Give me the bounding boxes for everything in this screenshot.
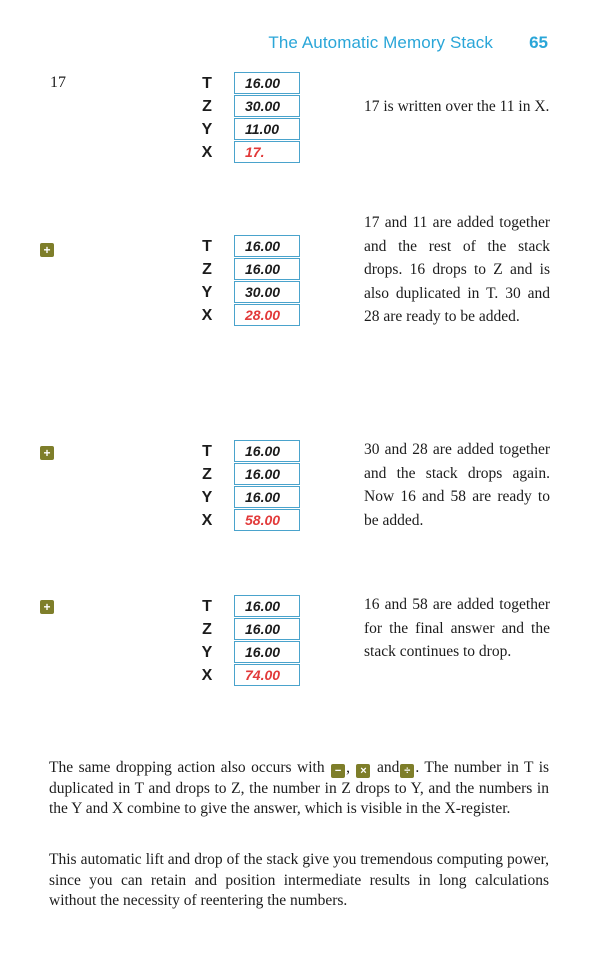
register-z-value: 16.00 — [234, 258, 300, 280]
page-header — [0, 33, 593, 55]
register-x-label: X — [201, 667, 213, 684]
body-paragraph-2: This automatic lift and drop of the stack give you tremendous computing power, since you can retain and position intermediate results in long calculations without the necessity of reentering the numbers. — [49, 851, 549, 909]
register-x-value: 74.00 — [234, 664, 300, 686]
register-t-label: T — [202, 238, 212, 255]
register-t-value: 16.00 — [234, 595, 300, 617]
step-description: 17 is written over the 11 in X. — [364, 98, 550, 115]
register-z-label: Z — [202, 261, 212, 278]
plus-key-icon: + — [40, 243, 54, 257]
divide-key-icon: ÷ — [400, 764, 414, 778]
register-y-value: 16.00 — [234, 641, 300, 663]
register-t-value: 16.00 — [234, 235, 300, 257]
register-t-label: T — [202, 598, 212, 615]
register-t-label: T — [202, 443, 212, 460]
separator-text: and — [376, 759, 400, 776]
register-x-row — [0, 664, 593, 688]
step-description: 17 and 11 are added together and the rest of the stack drops. 16 drops to Z and is also duplicated in T. 30 and 28 are ready to be added. — [364, 214, 550, 325]
register-y-value: 11.00 — [234, 118, 300, 140]
plus-key-icon: + — [40, 600, 54, 614]
register-y-value: 16.00 — [234, 486, 300, 508]
register-y-label: Y — [201, 121, 213, 138]
register-z-label: Z — [202, 466, 212, 483]
plus-key-icon: + — [40, 446, 54, 460]
register-z-value: 30.00 — [234, 95, 300, 117]
separator-text: , — [346, 759, 350, 776]
multiply-key-icon: × — [356, 764, 370, 778]
register-t-value: 16.00 — [234, 440, 300, 462]
register-t-label: T — [202, 75, 212, 92]
step-description: 30 and 28 are added together and the stack drops again. Now 16 and 58 are ready to be added. — [364, 441, 550, 529]
register-y-label: Y — [201, 489, 213, 506]
paragraph-text: The same dropping action also occurs with — [49, 759, 325, 776]
step-description: 16 and 58 are added together for the final answer and the stack continues to drop. — [364, 596, 550, 660]
paragraph-text: . The number in T is duplicated in T and drops to Z, the number in Z drops to Y, and the numbers in the Y and X combine to give the answer, which is visible in the X-register. — [49, 759, 550, 817]
register-y-value: 30.00 — [234, 281, 300, 303]
register-z-value: 16.00 — [234, 618, 300, 640]
register-z-label: Z — [202, 98, 212, 115]
register-t-row — [0, 72, 593, 96]
page-number: 65 — [529, 33, 548, 52]
register-y-label: Y — [201, 284, 213, 301]
register-x-row — [0, 141, 593, 165]
register-x-value: 28.00 — [234, 304, 300, 326]
register-z-value: 16.00 — [234, 463, 300, 485]
register-z-label: Z — [202, 621, 212, 638]
register-y-label: Y — [201, 644, 213, 661]
register-x-label: X — [201, 144, 213, 161]
section-title: The Automatic Memory Stack — [268, 33, 493, 52]
register-x-value: 17. — [234, 141, 300, 163]
body-paragraph-1 — [49, 758, 549, 820]
keystroke-text: 17 — [50, 74, 66, 91]
register-y-row — [0, 118, 593, 142]
register-x-value: 58.00 — [234, 509, 300, 531]
register-x-label: X — [201, 512, 213, 529]
minus-key-icon: − — [331, 764, 345, 778]
register-x-label: X — [201, 307, 213, 324]
register-t-value: 16.00 — [234, 72, 300, 94]
